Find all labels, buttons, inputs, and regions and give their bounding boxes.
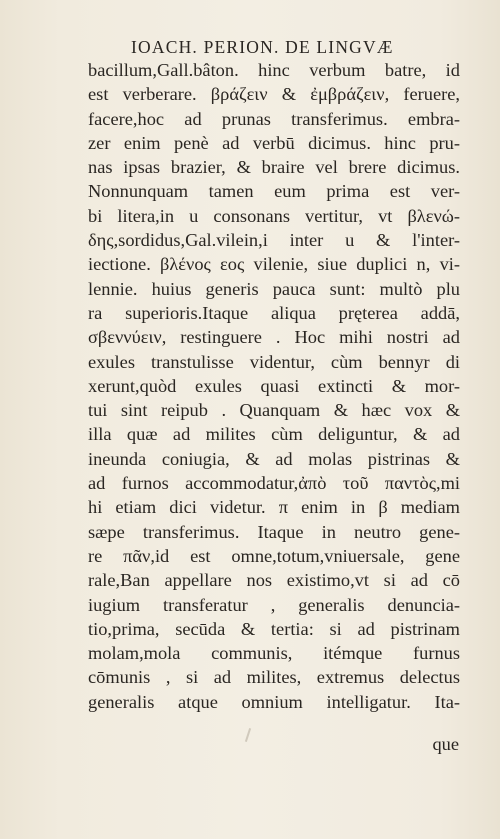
text-line: exules transtulisse videntur, cùm bennyr di (88, 351, 460, 372)
catchword: que (432, 734, 459, 754)
text-line: δης,sordidus,Gal.vilein,i inter u & l'inter- (88, 230, 460, 251)
text-line: ra superioris.Itaque aliqua pręterea addā, (88, 302, 460, 323)
text-line: illa quæ ad milites cùm deliguntur, & ad (88, 424, 460, 445)
text-line: lennie. huius generis pauca sunt: multò plu (88, 278, 460, 299)
text-line: re πᾶν,id est omne,totum,vniuersale, gene (88, 545, 460, 566)
text-line: rale,Ban appellare nos existimo,vt si ad cō (88, 570, 460, 591)
text-line: iectione. βλένος εος vilenie, siue duplici n, vi- (88, 254, 460, 275)
text-line: facere,hoc ad prunas transferimus. embra- (88, 108, 460, 129)
text-line: cōmunis , si ad milites, extremus delectus (88, 667, 460, 688)
text-line: hi etiam dici videtur. π enim in β mediam (88, 497, 460, 518)
text-line: molam,mola communis, itémque furnus (88, 643, 460, 664)
text-line: ad furnos accommodatur,ἀπὸ τοῦ παντὸς,mi (88, 473, 460, 494)
text-line: ineunda coniugia, & ad molas pistrinas & (88, 448, 460, 469)
text-line: bi litera,in u consonans vertitur, vt βλενώ- (88, 205, 460, 226)
text-line: bacillum,Gall.bâton. hinc verbum batre, id (88, 60, 460, 80)
text-line: generalis atque omnium intelligatur. Ita- (88, 691, 460, 712)
text-line: nas ipsas brazier, & braire vel brere dicimus. (88, 157, 460, 178)
text-line: zer enim penè ad verbū dicimus. hinc pru- (88, 132, 460, 153)
text-line: tui sint reipub . Quanquam & hæc vox & (88, 400, 460, 421)
text-line: tio,prima, secūda & tertia: si ad pistrinam (88, 618, 460, 639)
text-line: xerunt,quòd exules quasi extincti & mor- (88, 375, 460, 396)
text-line: sæpe transferimus. Itaque in neutro gene- (88, 521, 460, 542)
text-line: est verberare. βράζειν & ἐμβράζειν, feruere, (88, 84, 460, 105)
text-line: σβεννύειν, restinguere . Hoc mihi nostri ad (88, 327, 460, 348)
running-head: IOACH. PERION. DE LINGVÆ (131, 37, 394, 57)
ink-mark (245, 728, 251, 742)
body-text (88, 58, 460, 714)
text-line: iugium transferatur , generalis denuncia- (88, 594, 460, 615)
text-line: Nonnunquam tamen eum prima est ver- (88, 181, 460, 202)
